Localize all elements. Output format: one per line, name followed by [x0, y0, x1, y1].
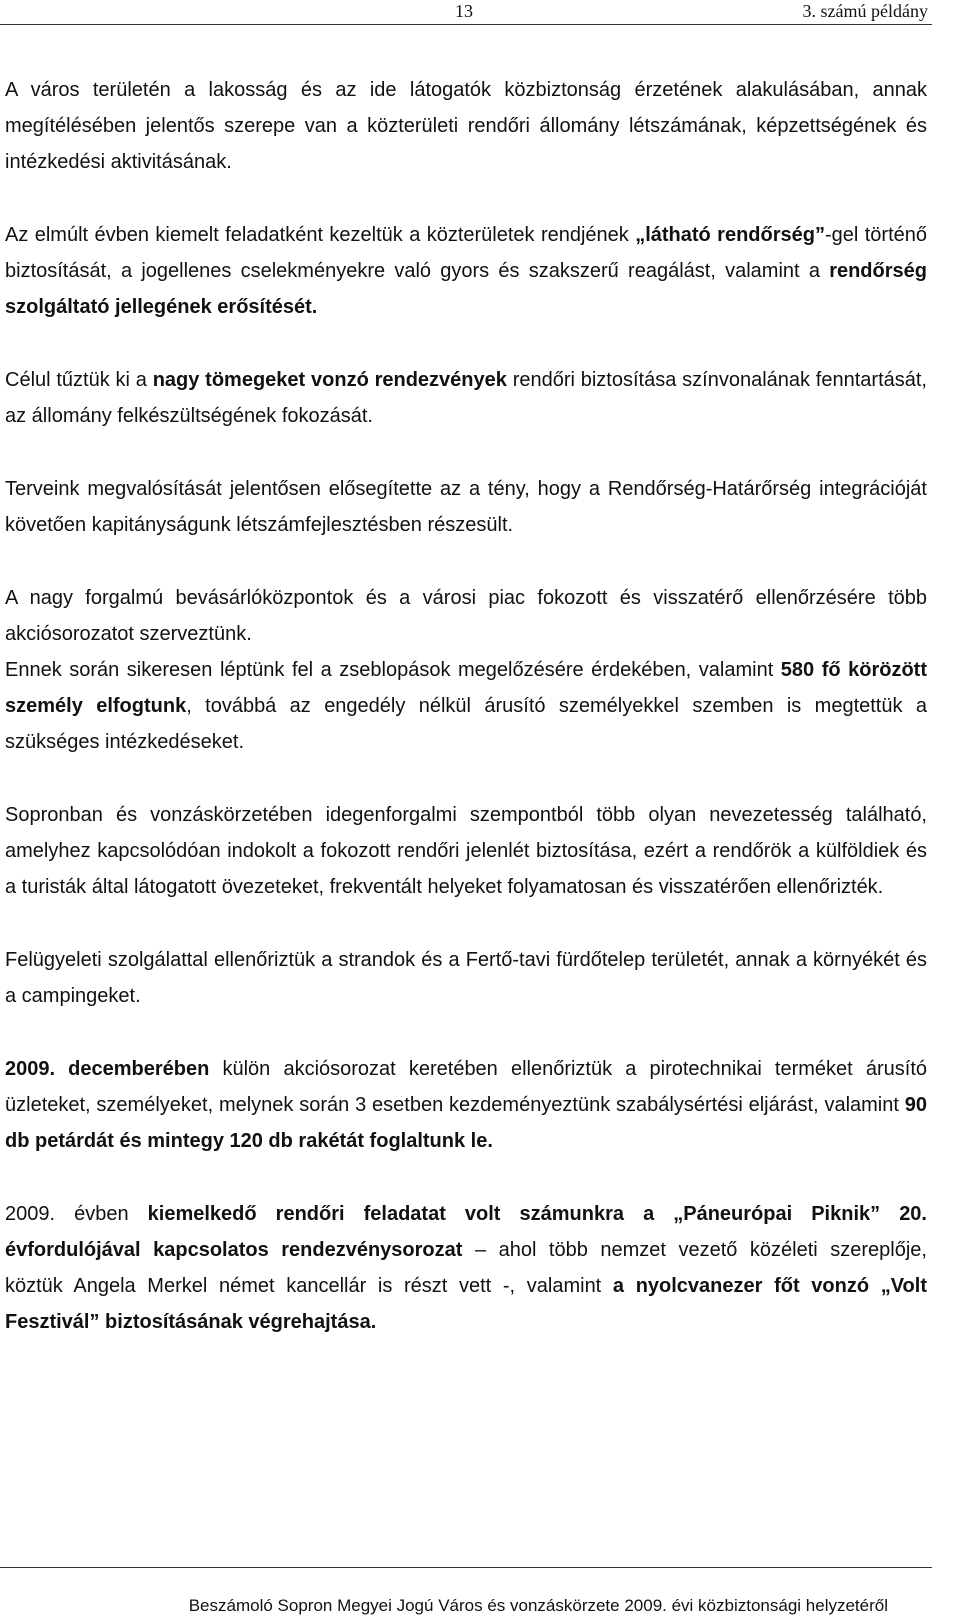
- emphasis-text: 580 fő körözött személy elfogtunk: [5, 659, 927, 717]
- paragraph-integration: [5, 471, 927, 543]
- paragraph-public-safety: [5, 72, 927, 180]
- paragraph-text: Az elmúlt évben kiemelt feladatként kezeltük a közterületek rendjének: [5, 224, 636, 246]
- page-header: [0, 0, 932, 25]
- paragraph-text: , továbbá az engedély nélkül árusító személyekkel szemben is megtettük a szükséges intézkedéseket.: [5, 695, 927, 753]
- paragraph-text: A város területén a lakosság és az ide látogatók közbiztonság érzetének alakulásában, annak megítélésében jelentős szerepe van a közterületi rendőri állomány létszámának, képzettségének és intézkedési aktivitásának.: [5, 79, 927, 173]
- paragraph-visible-police: [5, 217, 927, 325]
- document-body: [5, 72, 927, 1377]
- page-number: 13: [455, 1, 473, 21]
- paragraph-tourism: [5, 797, 927, 905]
- paragraph-text: Terveink megvalósítását jelentősen elősegítette az a tény, hogy a Rendőrség-Határőrség integrációját követően kapitányságunk létszámfejlesztésben részesült.: [5, 478, 927, 536]
- page-footer: [0, 1567, 932, 1615]
- paragraph-text: Sopronban és vonzáskörzetében idegenforgalmi szempontból több olyan nevezetesség található, amelyhez kapcsolódóan indokolt a fokozott rendőri jelenlét biztosítása, ezért a rendőrök a külföldiek és a turisták által látogatott övezeteket, frekventált helyeket folyamatosan és visszatérően ellenőrizték.: [5, 804, 927, 898]
- paragraph-picnic-festival: [5, 1196, 927, 1340]
- paragraph-text: 2009. évben: [5, 1203, 148, 1225]
- paragraph-text: Célul tűztük ki a: [5, 369, 153, 391]
- paragraph-pickpocketing: [5, 652, 927, 760]
- emphasis-text: a nyolcvanezer főt vonzó „Volt Fesztivál” biztosításának végrehajtása.: [5, 1275, 927, 1333]
- paragraph-text: – ahol több nemzet vezető közéleti szereplője, köztük Angela Merkel német kancellár is részt vett -, valamint: [5, 1239, 927, 1297]
- emphasis-text: 2009. decemberében: [5, 1058, 210, 1080]
- paragraph-text: -gel történő biztosítását, a jogellenes cselekményekre való gyors és szakszerű reagálást, valamint a: [5, 224, 928, 282]
- emphasis-text: kiemelkedő rendőri feladatat volt számunkra a „Páneurópai Piknik” 20. évfordulójával kapcsolatos rendezvénysorozat: [5, 1203, 927, 1261]
- paragraph-text: Felügyeleti szolgálattal ellenőriztük a strandok és a Fertő-tavi fürdőtelep területét, annak a környékét és a campingeket.: [5, 949, 927, 1007]
- emphasis-text: „látható rendőrség”: [635, 224, 825, 246]
- paragraph-text: A nagy forgalmú bevásárlóközpontok és a városi piac fokozott és visszatérő ellenőrzésére több akciósorozatot szerveztünk.: [5, 587, 927, 645]
- emphasis-text: nagy tömegeket vonzó rendezvények: [152, 369, 507, 391]
- document-copy-label: 3. számú példány: [802, 1, 928, 21]
- paragraph-events: [5, 362, 927, 434]
- paragraph-text: Ennek során sikeresen léptünk fel a zseblopások megelőzésére érdekében, valamint: [5, 659, 781, 681]
- paragraph-text: külön akciósorozat keretében ellenőriztük a pirotechnikai terméket árusító üzleteket, személyeket, melynek során 3 esetben kezdeményeztünk szabálysértési eljárást, valamint: [5, 1058, 927, 1116]
- paragraph-beaches: [5, 942, 927, 1014]
- paragraph-pyrotechnics: [5, 1051, 927, 1159]
- paragraph-text: rendőri biztosítása színvonalának fenntartását, az állomány felkészültségének fokozását.: [5, 369, 927, 427]
- paragraph-shopping-centers: [5, 580, 927, 652]
- emphasis-text: rendőrség szolgáltató jellegének erősítését.: [5, 260, 927, 318]
- footer-title: Beszámoló Sopron Megyei Jogú Város és vonzáskörzete 2009. évi közbiztonsági helyzetéről: [188, 1596, 888, 1615]
- emphasis-text: 90 db petárdát és mintegy 120 db rakétát foglaltunk le.: [5, 1094, 927, 1152]
